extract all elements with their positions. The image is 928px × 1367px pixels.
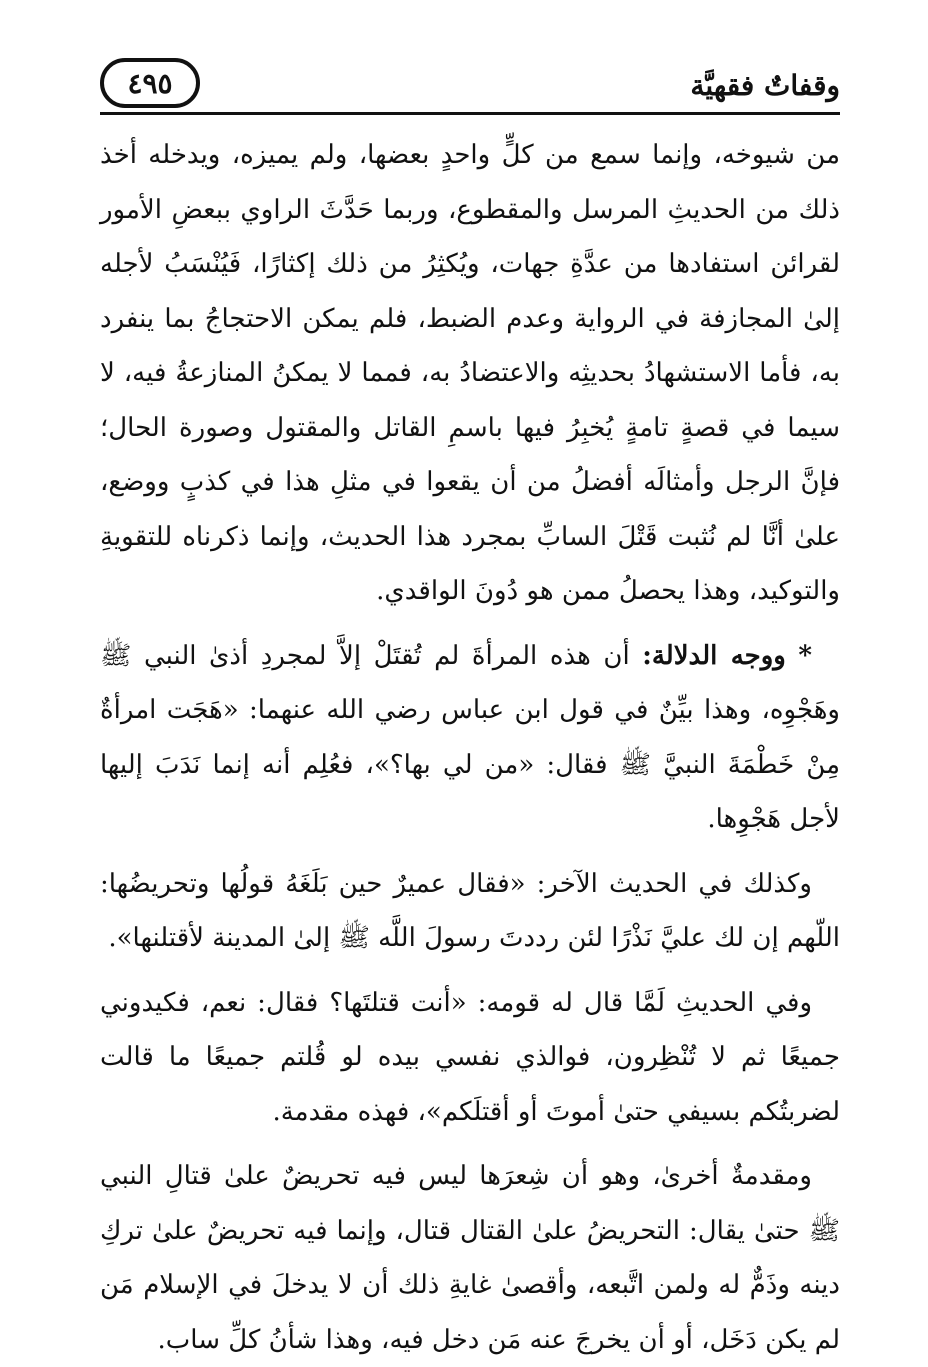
paragraph-2-lead: ووجه الدلالة: — [642, 640, 786, 671]
paragraph-1: من شيوخه، وإنما سمع من كلٍّ واحدٍ بعضها، ولم يميزه، ويدخله أخذ ذلك من الحديثِ المرسل والمقطوع، وربما حَدَّثَ الراوي ببعضِ الأمور لقرائن استفادها من عدَّةِ جهات، ويُكثِرُ من ذلك إكثارًا، فَيُنْسَبُ لأجله إلىٰ المجازفة في الرواية وعدم الضبط، فلم يمكن الاحتجاجُ بما ينفرد به، فأما الاستشهادُ بحديثِه والاعتضادُ به، فمما لا يمكنُ المنازعةُ فيه، لا سيما في قصةٍ تامةٍ يُخبِرُ فيها باسمِ القاتل والمقتول وصورة الحال؛ فإنَّ الرجل وأمثالَه أفضلُ من أن يقعوا في مثلِ هذا في كذبٍ ووضع، علىٰ أنَّا لم نُثبت قَتْلَ السابِّ بمجرد هذا الحديث، وإنما ذكرناه للتقويةِ والتوكيد، وهذا يحصلُ ممن هو دُونَ الواقدي. — [100, 140, 840, 606]
star-marker: * — [798, 640, 813, 671]
running-title: وقفاتٌ فقهيَّة — [690, 69, 840, 102]
paragraph-2-text: أن هذه المرأةَ لم تُقتَلْ إلاَّ لمجردِ أذىٰ النبي ﷺ وهَجْوِه، وهذا بيِّنٌ في قول ابن عباس رضي الله عنهما: «هَجَت امرأةٌ مِنْ خَطْمَةَ النبيَّ ﷺ فقال: «من لي بها؟»، فعُلِم أنه إنما نَدَبَ إليها لأجل هَجْوِها. — [100, 640, 840, 834]
page-header — [100, 58, 840, 120]
paragraph-4: وفي الحديثِ لَمَّا قال له قومه: «أنت قتلتَها؟ فقال: نعم، فكيدوني جميعًا ثم لا تُنْظِرون، فوالذي نفسي بيده لو قُلتم جميعًا ما قالت لضربتُكم بسيفي حتىٰ أموتَ أو أقتلَكم»، فهذه مقدمة. — [100, 987, 840, 1127]
header-rule — [100, 112, 840, 115]
body-text — [100, 128, 840, 1367]
paragraph-2 — [100, 629, 840, 847]
paragraph-5: ومقدمةٌ أخرىٰ، وهو أن شِعرَها ليس فيه تحريضٌ علىٰ قتالِ النبي ﷺ حتىٰ يقال: التحريضُ علىٰ القتال قتال، وإنما فيه تحريضٌ علىٰ تركِ دينه وذَمٌّ له ولمن اتَّبعه، وأقصىٰ غايةِ ذلك أن لا يدخلَ في الإسلام مَن لم يكن دَخَل، أو أن يخرجَ عنه مَن دخل فيه، وهذا شأنُ كلِّ ساب. — [100, 1161, 840, 1355]
paragraph-3: وكذلك في الحديث الآخر: «فقال عميرٌ حين بَلَغَهُ قولُها وتحريضُها: اللّهم إن لك عليَّ نَذْرًا لئن رددتَ رسولَ اللَّه ﷺ إلىٰ المدينة لأقتلنها». — [100, 868, 840, 953]
page-number: ٤٩٥ — [100, 58, 200, 108]
